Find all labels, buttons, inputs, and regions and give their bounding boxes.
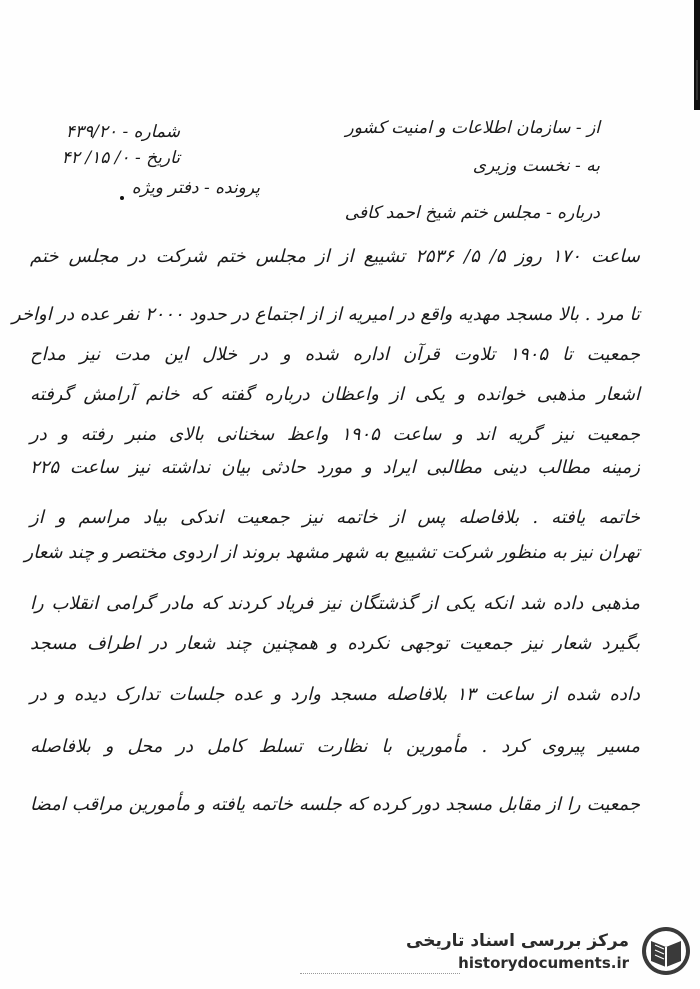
archive-title: مرکز بررسی اسناد تاریخی [406, 931, 629, 951]
body-line-8: تهران نیز به منظور شرکت تشییع به شهر مشهد بروند از اردوی مختصر و چند شعار [24, 542, 640, 563]
body-line-7: خاتمه یافته . بلافاصله پس از خاتمه نیز جمعیت اندکی بیاد مراسم و از [30, 507, 640, 528]
history-documents-logo-icon [637, 925, 695, 977]
archive-url[interactable]: historydocuments.ir [458, 954, 629, 972]
body-line-5: جمعیت نیز گریه اند و ساعت ۱۹۰۵ واعظ سخنانی بالای منبر رفته و در [30, 424, 640, 445]
body-line-12: مسیر پیروی کرد . مأمورین با نظارت تسلط کامل در محل و بلافاصله [30, 736, 640, 757]
header-subject: درباره - مجلس ختم شیخ احمد کافی [344, 203, 600, 223]
body-line-9: مذهبی داده شد انکه یکی از گذشتگان نیز فریاد کردند که مادر گرامی انقلاب را [30, 593, 641, 614]
header-file-note: پرونده - دفتر ویژه [131, 178, 260, 198]
header-dot [120, 196, 124, 200]
body-line-2: تا مرد . بالا مسجد مهدیه واقع در امیریه از از اجتماع در حدود ۲۰۰۰ نفر عده در اواخر [12, 304, 640, 325]
body-line-3: جمعیت تا ۱۹۰۵ تلاوت قرآن اداره شده و در خلال این مدت نیز مداح [30, 344, 640, 365]
header-date: تاریخ - ۰/ ۱۵/ ۴۲ [61, 148, 180, 168]
body-line-11: داده شده از ساعت ۱۳ بلافاصله مسجد وارد و عده جلسات تدارک دیده و در [30, 684, 640, 705]
body-line-6: زمینه مطالب دینی مطالبی ایراد و مورد حادثی بیان نداشته نیز ساعت ۲۲۵ [30, 457, 640, 478]
body-line-4: اشعار مذهبی خوانده و یکی از واعظان درباره گفته که خانم آرامش گرفته [30, 384, 640, 405]
header-from: از - سازمان اطلاعات و امنیت کشور [345, 118, 600, 138]
header-to: به - نخست وزیری [472, 156, 600, 176]
body-line-1: ساعت ۱۷۰ روز ۵/ ۵/ ۲۵۳۶ تشییع از از مجلس ختم شرکت در مجلس ختم [30, 246, 640, 267]
header-number: شماره - ۴۳۹/۲۰ [65, 122, 180, 142]
body-line-13: جمعیت را از مقابل مسجد دور کرده که جلسه خاتمه یافته و مأمورین مراقب امضا [30, 794, 640, 815]
archive-watermark [405, 925, 695, 977]
body-line-10: بگیرد شعار نیز جمعیت توجهی نکرده و همچنین چند شعار در اطراف مسجد [30, 633, 640, 654]
scan-edge-mark-inner [696, 60, 698, 100]
